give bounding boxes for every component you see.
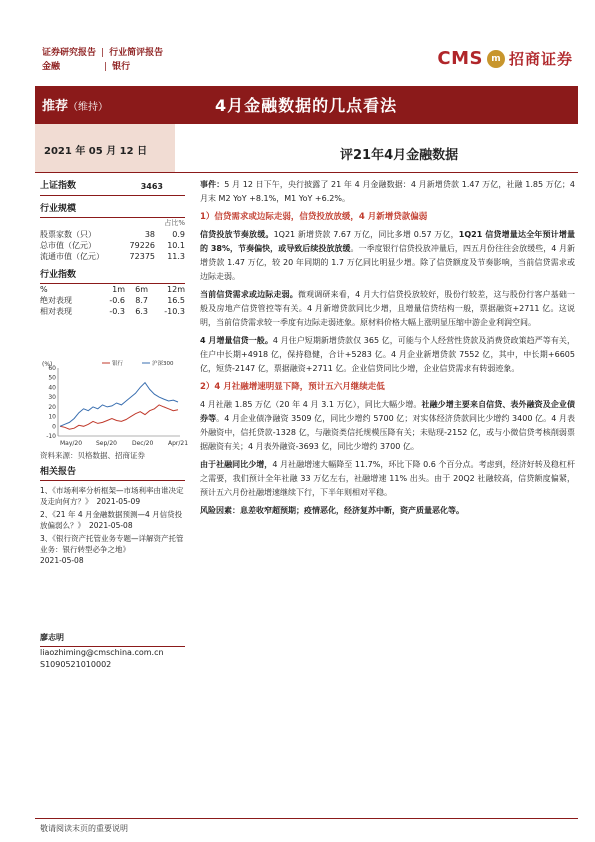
paragraph-5: 由于社融同比少增，4 月社融增速大幅降至 11.7%，环比下降 0.6 个百分点。考虑到，经济好转及稳杠杆之需要，我们预计全年社融 33 万亿左右，社融增速 11% 出头。由于 20Q2 社融较高，信贷额度偏紧，预计五六月份社融增速继续下行，下半年则相对平稳。	[200, 460, 575, 497]
chart-source: 资料来源：贝格数据、招商证券	[40, 451, 145, 460]
sidebar-lower	[40, 450, 185, 566]
footer-divider	[35, 818, 578, 819]
scale-col-header: 占比%	[164, 219, 185, 227]
report-title: 4月金融数据的几点看法	[215, 96, 398, 115]
y-axis-label: (%)	[42, 361, 53, 368]
table-row: 绝对表现 -0.6 8.7 16.5	[40, 296, 185, 305]
perf-title: 行业指数	[40, 270, 185, 284]
report-type: 行业简评报告	[109, 48, 164, 58]
sector: 金融	[42, 62, 61, 72]
chart-svg	[40, 358, 189, 448]
section-2-heading: 2）4 月社融增速明显下降，预计五六月继续走低	[200, 382, 385, 392]
y-tick-label: 40	[48, 384, 56, 392]
brand-logo	[437, 48, 573, 69]
performance-chart	[40, 358, 189, 448]
x-tick-label: May/20	[60, 440, 83, 447]
section-1-heading: 1）信贷需求或边际走弱，信贷投放放缓，4 月新增贷款偏弱	[200, 212, 428, 222]
report-subtitle: 评21年4月金融数据	[340, 148, 459, 163]
paragraph-4: 4 月社融 1.85 万亿（20 年 4 月 3.1 万亿），同比大幅少增。社融少增主要来自信贷、表外融资及企业债券等。4 月企业债净融资 3509 亿，同比少增约 5700 亿；对实体经济贷款同比少增约 3400 亿。4 月表外融资中，信托贷款-1328 亿，与融资类信托规模压降有关；未贴现-2152 亿，或与小微信贷考核削弱票据融资有关；4 月表外融资-3693 亿，同比少增约 3700 亿。	[200, 400, 575, 451]
list-item[interactable]: 3、《银行资产托管业务专题—详解资产托管业务：银行转型必争之地》 2021-05-08	[40, 534, 184, 565]
paragraph-2: 当前信贷需求或边际走弱。微观调研来看，4 月大行信贷投放较好，股份行较差，这与股份行客户基础一般及房地产信贷管控等有关。4 月新增贷款同比少增，且增量信贷结构一般，票据融资+2711 亿。这说明，当前信贷需求较一季度有边际走弱迹象。原材料价格大幅上涨明显压缩中游企业利润空间。	[200, 290, 575, 327]
brand-latin: CMS	[437, 48, 483, 69]
related-list	[40, 485, 185, 566]
y-tick-label: 20	[48, 403, 56, 411]
report-date: 2021 年 05 月 12 日	[44, 146, 148, 157]
header-line-2: 金融 | 银行	[42, 62, 131, 72]
legend-label: 银行	[112, 361, 124, 367]
list-item[interactable]: 2、《21 年 4 月金融数据预测—4 月信贷投放偏弱么？》 2021-05-08	[40, 510, 183, 530]
brand-cn: 招商证券	[508, 50, 573, 68]
list-item[interactable]: 1、《市场利率分析框架—市场利率由谁决定及走向何方？》 2021-05-09	[40, 486, 184, 506]
x-tick-label: Sep/20	[96, 440, 117, 447]
perf-table	[40, 284, 185, 317]
y-tick-label: 60	[48, 365, 56, 372]
y-tick-label: 10	[48, 413, 56, 421]
y-tick-label: 30	[48, 394, 56, 402]
legend-label: 沪深300	[152, 361, 174, 367]
emblem-icon: m	[487, 50, 505, 68]
x-tick-label: Dec/20	[132, 440, 154, 447]
paragraph-1: 信贷投放节奏放缓。1Q21 新增贷款 7.67 万亿，同比多增 0.57 万亿，1Q21 信贷增量达全年预计增量的 38%，节奏偏快，或导致后续投放放缓。一季度银行信贷投放冲量后，四五月份往往会放缓些，4 月新增贷款 1.47 万亿，较 20 年同期的 1.7 万亿同比明显少增。除了信贷额度及节奏影响，当前信贷需求或边际走弱。	[200, 230, 575, 281]
industry: 银行	[112, 62, 131, 72]
y-tick-label: 50	[48, 374, 56, 382]
event-paragraph: 事件：5 月 12 日下午，央行披露了 21 年 4 月金融数据：4 月新增贷款 1.47 万亿，社融 1.85 万亿；4 月末 M2 YoY +8.1%，M1 YoY +6.2%。	[200, 180, 576, 203]
index-label: 上证指数	[40, 181, 77, 191]
table-row: 股票家数（只） 38 0.9	[40, 230, 185, 239]
table-row: 总市值（亿元） 79226 10.1	[40, 241, 185, 250]
divider	[35, 172, 578, 173]
analyst-id: S1090521010002	[40, 660, 112, 669]
analyst-email[interactable]: liaozhiming@cmschina.com.cn	[40, 648, 164, 657]
footer-note: 敬请阅读末页的重要说明	[40, 824, 128, 833]
analyst-name: 廖志明	[40, 632, 185, 647]
x-tick-label: Apr/21	[168, 440, 189, 447]
sidebar	[40, 178, 185, 317]
series-line-bank	[60, 405, 178, 429]
scale-title: 行业规模	[40, 204, 185, 218]
related-title: 相关报告	[40, 467, 185, 481]
report-header	[42, 46, 163, 74]
y-tick-label: 0	[52, 423, 56, 431]
scale-table	[40, 229, 185, 262]
y-tick-label: -10	[46, 433, 56, 440]
index-row	[40, 178, 185, 196]
rating-label: 推荐	[42, 99, 69, 114]
series-line-csi300	[60, 383, 178, 427]
report-category: 证券研究报告	[42, 48, 97, 58]
table-row: 流通市值（亿元） 72375 11.3	[40, 252, 185, 261]
risk-paragraph: 风险因素：息差收窄超预期；疫情恶化，经济复苏中断，资产质量恶化等。	[200, 506, 464, 515]
table-header: % 1m 6m 12m	[40, 285, 185, 294]
main-content	[200, 178, 575, 522]
index-value: 3463	[140, 182, 163, 191]
rating-sub: （维持）	[68, 102, 109, 113]
header-line-1: 证券研究报告 | 行业简评报告	[42, 48, 164, 58]
paragraph-3: 4 月增量信贷一般。4 月住户短期新增贷款仅 365 亿，可能与个人经营性贷款及消费贷政策趋严等有关，住户中长期+4918 亿，保持稳健，合计+5283 亿。4 月企业新增贷款 7552 亿，其中，中长期+6605 亿，短贷-2147 亿，票据融资+2711 亿。企业信贷同比少增，企业信贷需求有转弱迹象。	[200, 336, 575, 373]
table-row: 相对表现 -0.3 6.3 -10.3	[40, 307, 185, 316]
rating	[42, 95, 108, 114]
analyst-block	[40, 632, 185, 671]
